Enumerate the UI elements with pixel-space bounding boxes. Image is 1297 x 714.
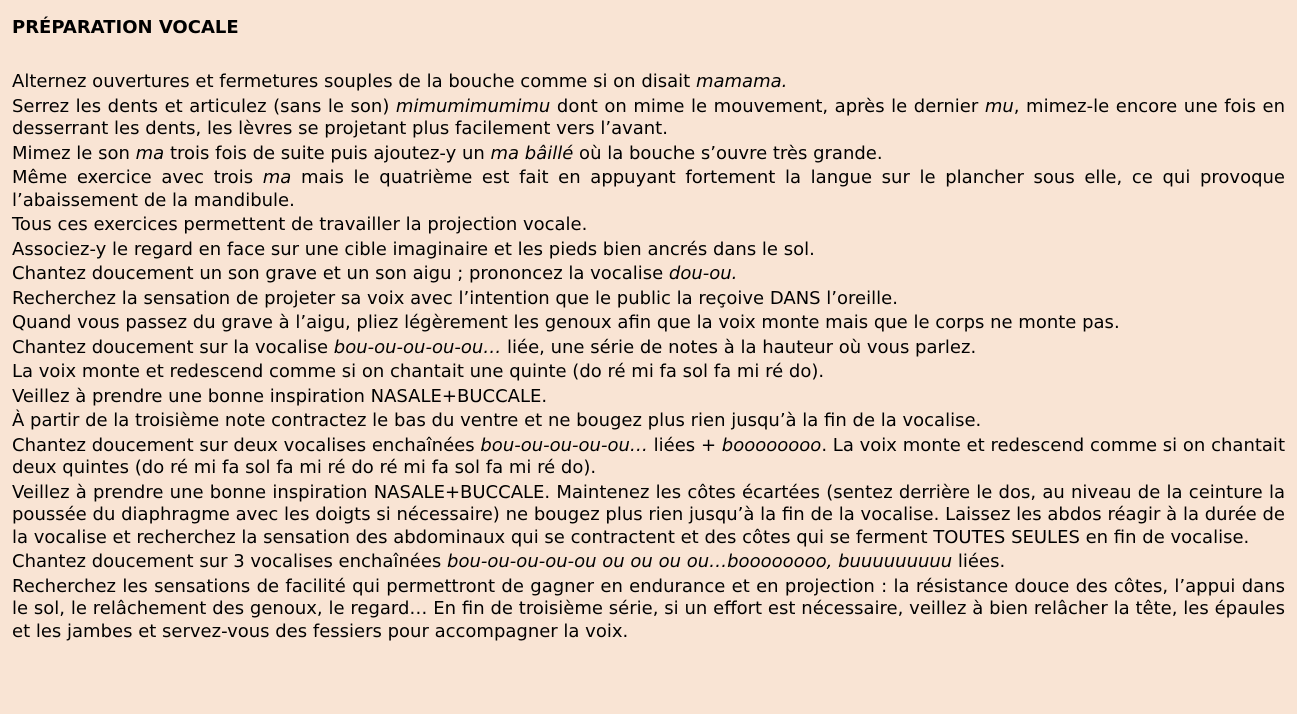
italic-text: mimumimumimu: [395, 95, 551, 117]
text-run: liées.: [952, 551, 1006, 572]
paragraph: [12, 167, 1285, 212]
text-run: Alternez ouvertures et fermetures souples de la bouche comme si on disait: [12, 71, 696, 92]
text-run: Serrez les dents et articulez (sans le son): [12, 95, 396, 117]
text-run: Recherchez les sensations de facilité qui permettront de gagner en endurance et en projection : la résistance douce des côtes, l’appui dans le sol, le relâchement des genoux, le regard… En fin de troisième série, si un effort est nécessaire, veillez à bien relâcher la tête, les épaules et les jambes et servez-vous des fessiers pour accompagner la voix.: [12, 575, 1285, 642]
italic-text: ma: [262, 167, 292, 188]
text-run: Veillez à prendre une bonne inspiration NASALE+BUCCALE. Maintenez les côtes écartées (sentez derrière le dos, au niveau de la ceinture la poussée du diaphragme avec les doigts si nécessaire) ne bougez plus rien jusqu’à la fin de la vocalise. Laissez les abdos réagir à la durée de la vocalise et recherchez la sensation des abdominaux qui se contractent et des côtes qui se ferment TOUTES SEULES en fin de vocalise.: [12, 481, 1285, 548]
paragraph: [12, 576, 1285, 644]
paragraph: [12, 551, 1285, 574]
paragraph: [12, 482, 1285, 550]
paragraph: [12, 263, 1285, 286]
text-run: trois fois de suite puis ajoutez-y un: [164, 142, 491, 164]
paragraph: [12, 337, 1285, 360]
text-run: Chantez doucement un son grave et un son aigu ; prononcez la vocalise: [12, 263, 669, 284]
paragraph-list: [12, 71, 1285, 643]
text-run: dont on mime le mouvement, après le dernier: [550, 95, 985, 117]
text-run: Recherchez la sensation de projeter sa voix avec l’intention que le public la reçoive DANS l’oreille.: [12, 287, 898, 309]
italic-text: bou-ou-ou-ou-ou…: [480, 434, 648, 456]
text-run: , mimez-le encore une fois en desserrant les dents, les lèvres se projetant plus facilement vers l’avant.: [12, 95, 1285, 139]
italic-text: mamama.: [695, 71, 788, 92]
text-run: Quand vous passez du grave à l’aigu, pliez légèrement les genoux afin que la voix monte mais que le corps ne monte pas.: [12, 312, 1120, 333]
text-run: Associez-y le regard en face sur une cible imaginaire et les pieds bien ancrés dans le sol.: [12, 238, 815, 260]
paragraph: [12, 410, 1285, 433]
italic-text: bou-ou-ou-ou-ou ou ou ou ou…boooooooo, buuuuuuuuu: [447, 551, 953, 572]
paragraph: [12, 386, 1285, 409]
paragraph: [12, 361, 1285, 384]
text-run: Même exercice avec trois: [12, 167, 263, 188]
italic-text: boooooooo: [721, 434, 822, 456]
paragraph: [12, 435, 1285, 480]
paragraph: [12, 239, 1285, 262]
text-run: Chantez doucement sur 3 vocalises enchaînées: [12, 551, 448, 572]
text-run: La voix monte et redescend comme si on chantait une quinte (do ré mi fa sol fa mi ré do).: [12, 361, 825, 382]
page-title: PRÉPARATION VOCALE: [12, 17, 239, 38]
italic-text: bou-ou-ou-ou-ou…: [333, 336, 502, 358]
text-run: Veillez à prendre une bonne inspiration NASALE+BUCCALE.: [12, 385, 548, 407]
italic-text: dou-ou.: [668, 263, 738, 284]
text-run: Mimez le son: [12, 142, 136, 164]
paragraph: [12, 96, 1285, 141]
italic-text: ma: [135, 142, 165, 164]
text-run: . La voix monte et redescend comme si on chantait deux quintes (do ré mi fa sol fa mi ré do ré mi fa sol fa mi ré do).: [12, 434, 1285, 478]
paragraph: [12, 312, 1285, 335]
text-run: liée, une série de notes à la hauteur où vous parlez.: [501, 336, 977, 358]
text-run: Chantez doucement sur deux vocalises enchaînées: [12, 434, 481, 456]
text-run: liées +: [647, 434, 722, 456]
paragraph: [12, 214, 1285, 237]
text-run: Tous ces exercices permettent de travailler la projection vocale.: [12, 214, 588, 235]
italic-text: mu: [984, 95, 1014, 117]
text-run: Chantez doucement sur la vocalise: [12, 336, 334, 358]
paragraph: [12, 71, 1285, 94]
text-run: mais le quatrième est fait en appuyant fortement la langue sur le plancher sous elle, ce qui provoque l’abaissement de la mandibule.: [12, 167, 1286, 211]
text-run: À partir de la troisième note contractez le bas du ventre et ne bougez plus rien jusqu’à la fin de la vocalise.: [12, 410, 982, 431]
paragraph: [12, 143, 1285, 166]
paragraph: [12, 288, 1285, 311]
text-run: où la bouche s’ouvre très grande.: [573, 142, 883, 164]
italic-text: ma bâillé: [490, 142, 574, 164]
